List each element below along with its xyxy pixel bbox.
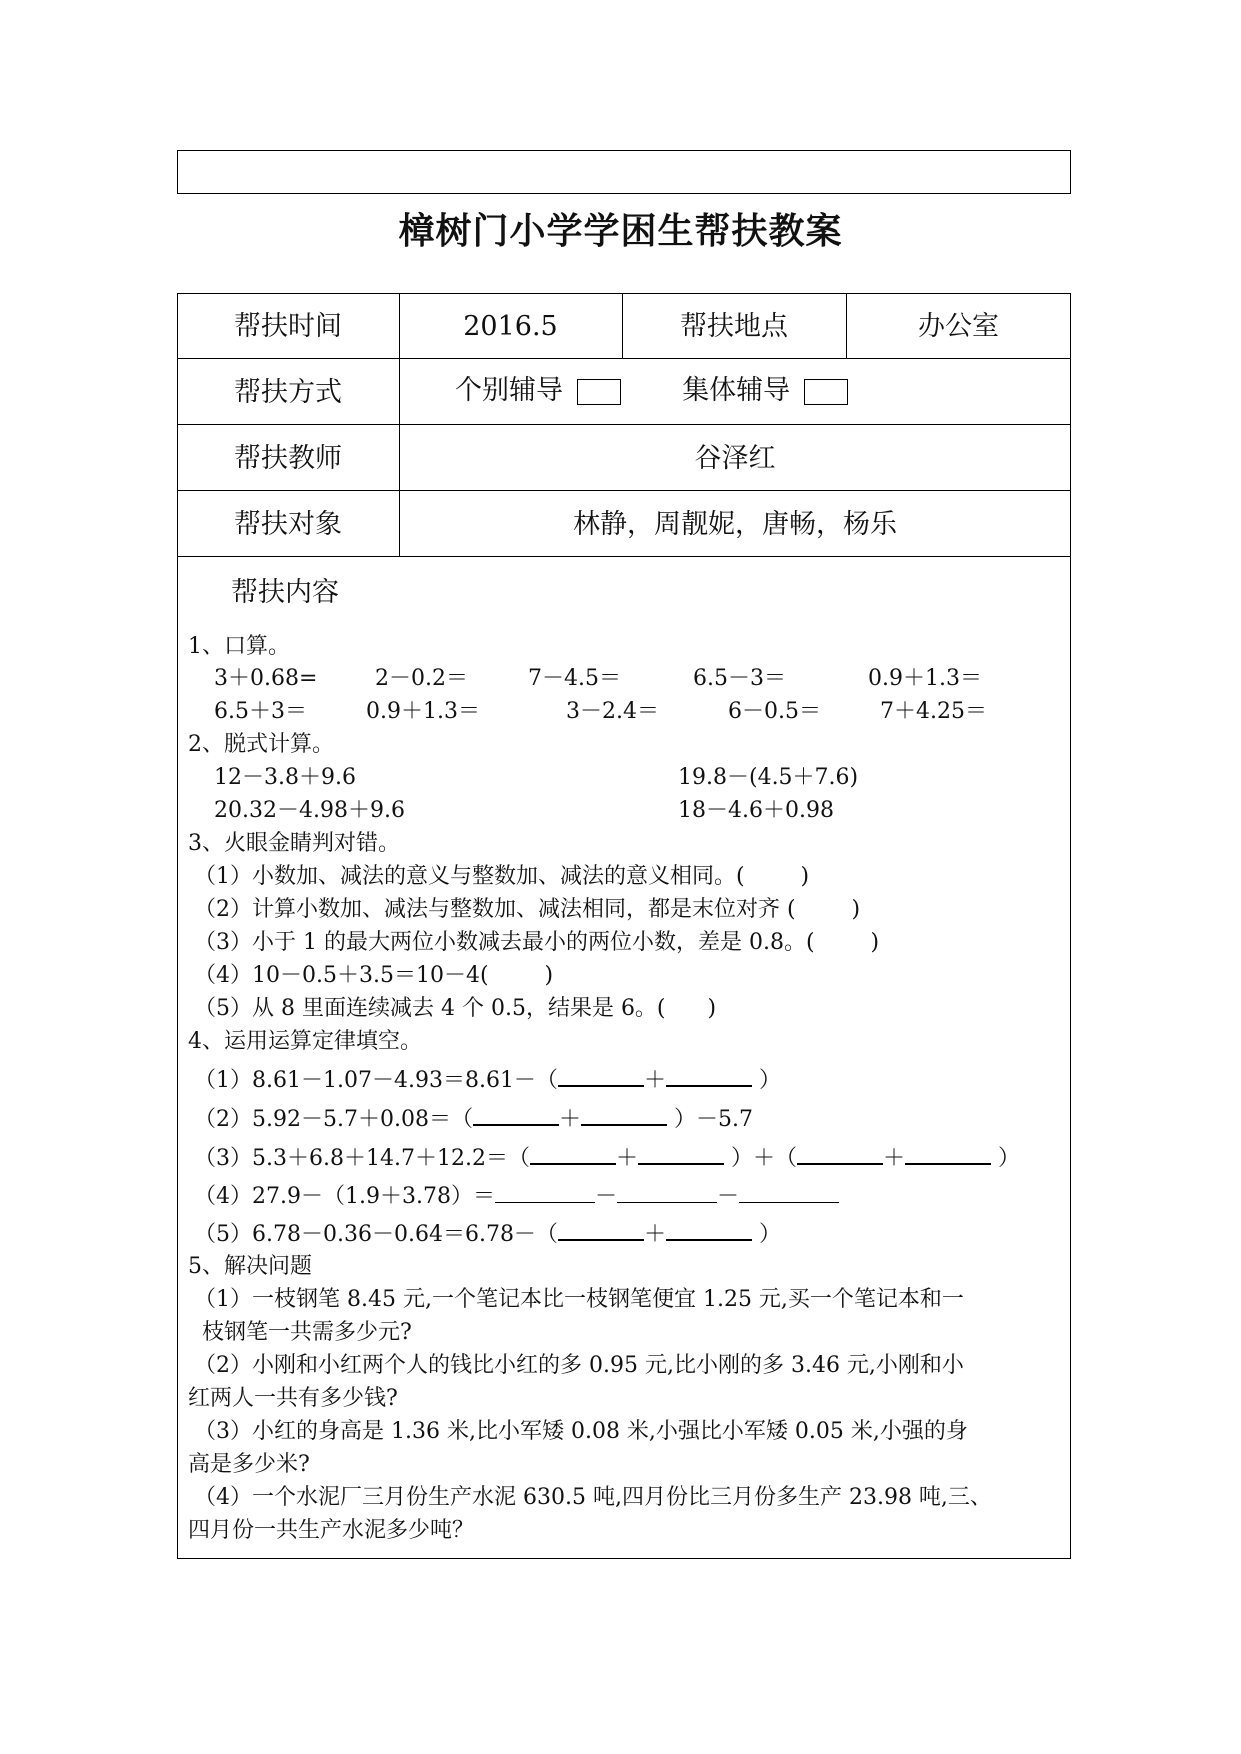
row-divider [177,424,1071,425]
teacher-label: 帮扶教师 [234,443,342,474]
problem-line: （4）一个水泥厂三月份生产水泥 630.5 吨,四月份比三月份多生产 23.98 吨,三、 [194,1485,992,1510]
content-label: 帮扶内容 [231,577,339,608]
target-value: 林静，周靓妮，唐畅，杨乐 [573,509,897,540]
calc-item: 19.8－(4.5＋7.6) [678,765,859,790]
problem-line: 高是多少米? [188,1452,310,1477]
oral-calc-item: 3－2.4＝ [566,699,659,724]
problem-line: 红两人一共有多少钱? [188,1386,398,1411]
oral-calc-item: 0.9＋1.3＝ [868,666,982,691]
teacher-value: 谷泽红 [694,443,776,474]
problem-line: （1）一枝钢笔 8.45 元,一个笔记本比一枝钢笔便宜 1.25 元,买一个笔记本和一 [194,1287,964,1312]
row-divider [177,358,1071,359]
place-value: 办公室 [918,311,999,342]
oral-calc-item: 3＋0.68= [214,666,318,691]
oral-calc-item: 2－0.2＝ [375,666,468,691]
oral-calc-item: 6－0.5＝ [728,699,821,724]
individual-checkbox[interactable] [577,379,621,405]
group-checkbox[interactable] [804,379,848,405]
problem-line: （3）小红的身高是 1.36 米,比小军矮 0.08 米,小强比小军矮 0.05 米,小强的身 [194,1419,968,1444]
time-label: 帮扶时间 [234,311,342,342]
judge-item: （2）计算小数加、减法与整数加、减法相同，都是末位对齐 ( ) [194,897,861,922]
fill-item: （3）5.3＋6.8＋14.7＋12.2＝（ ＋ ）＋（ ＋ ） [194,1146,1020,1171]
oral-calc-item: 6.5＋3＝ [214,699,307,724]
top-blank-box [177,150,1071,194]
oral-calc-item: 7＋4.25＝ [880,699,987,724]
page-title: 樟树门小学学困生帮扶教案 [398,211,843,252]
method-label: 帮扶方式 [234,377,342,408]
calc-item: 20.32－4.98＋9.6 [214,798,405,823]
time-value: 2016.5 [463,311,558,342]
place-label: 帮扶地点 [680,311,788,342]
fill-item: （5）6.78－0.36－0.64＝6.78－（ ＋ ） [194,1222,781,1247]
problem-line: 四月份一共生产水泥多少吨？ [188,1518,475,1543]
judge-item: （5）从 8 里面连续减去 4 个 0.5，结果是 6。( ) [194,996,717,1021]
judge-item: （4）10－0.5＋3.5＝10－4( ) [194,963,554,988]
target-label: 帮扶对象 [234,509,342,540]
problem-line: （2）小刚和小红两个人的钱比小红的多 0.95 元,比小刚的多 3.46 元,小刚和小 [194,1353,964,1378]
method-group-label: 集体辅导 [682,375,791,406]
oral-calc-item: 0.9＋1.3＝ [366,699,480,724]
oral-calc-item: 6.5－3＝ [693,666,786,691]
calc-item: 18－4.6＋0.98 [678,798,834,823]
calc-item: 12－3.8＋9.6 [214,765,356,790]
row-divider [177,490,1071,491]
row-divider [177,556,1071,557]
method-options [455,377,848,405]
problem-line: 枝钢笔一共需多少元? [202,1320,412,1345]
oral-calc-item: 7－4.5＝ [528,666,621,691]
section-4-heading: 4、运用运算定律填空。 [188,1029,422,1054]
section-2-heading: 2、脱式计算。 [188,732,334,757]
section-5-heading: 5、解决问题 [188,1254,312,1279]
fill-item: （4）27.9－（1.9＋3.78）＝ － － [194,1184,839,1208]
judge-item: （3）小于 1 的最大两位小数减去最小的两位小数，差是 0.8。( ) [194,930,880,955]
section-3-heading: 3、火眼金睛判对错。 [188,831,400,856]
section-1-heading: 1、口算。 [188,634,290,659]
fill-item: （2）5.92－5.7＋0.08＝（ ＋ ）－5.7 [194,1107,753,1132]
fill-item: （1）8.61－1.07－4.93＝8.61－（ ＋ ） [194,1068,781,1093]
judge-item: （1）小数加、减法的意义与整数加、减法的意义相同。( ) [194,864,810,889]
method-individual-label: 个别辅导 [455,375,563,406]
